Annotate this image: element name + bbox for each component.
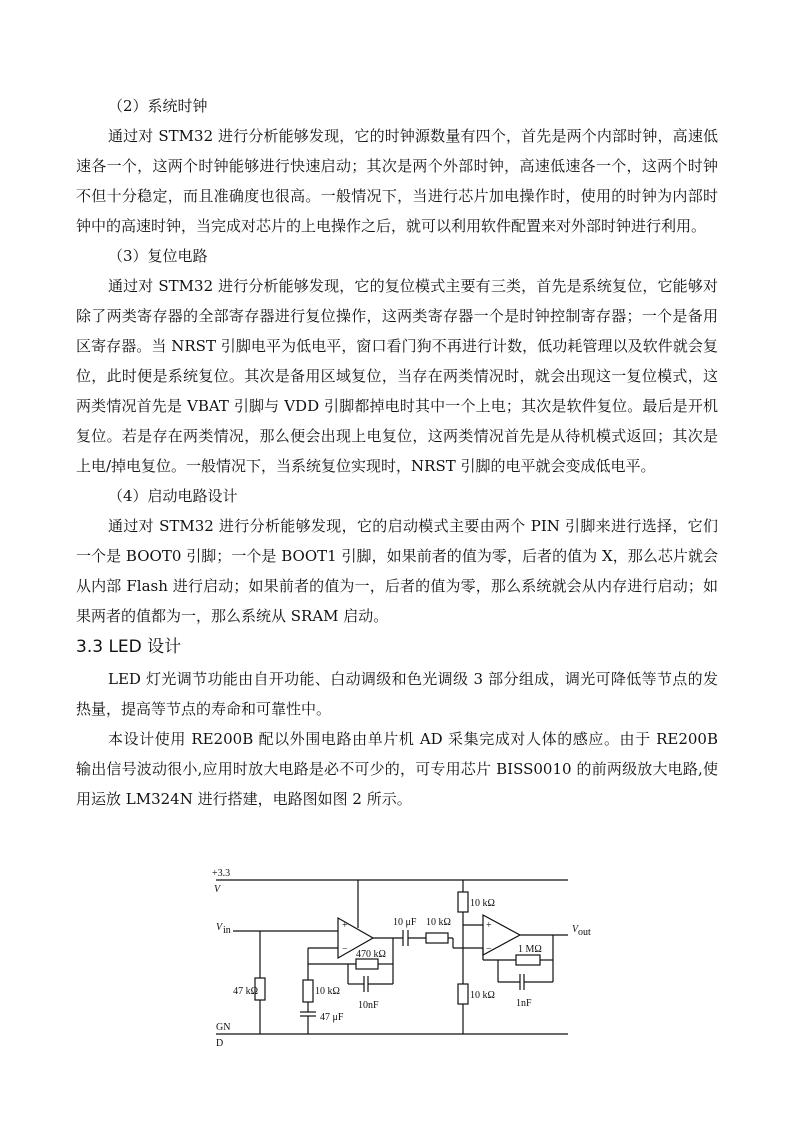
paragraph-boot-circuit: 通过对 STM32 进行分析能够发现，它的启动模式主要由两个 PIN 引脚来进行选择，它们一个是 BOOT0 引脚；一个是 BOOT1 引脚，如果前者的值为零，后者的值为 X，那么芯片就会从内部 Flash 进行启动；如果前者的值为一，后者的值为零，那么系统就会从内存进行启动；如果两者的值都为一，那么系统从 SRAM 启动。: [76, 517, 718, 625]
label-supply: +3.3: [212, 868, 231, 879]
opamp-1-plus-sign: +: [342, 920, 348, 931]
resistor-10k-a: [303, 980, 313, 1002]
label-1nf: 1nF: [516, 998, 532, 1009]
paragraph-led-circuit: 本设计使用 RE200B 配以外围电路由单片机 AD 采集完成对人体的感应。由于 RE200B 输出信号波动很小,应用时放大电路是必不可少的，可专用芯片 BISS0010 的前两级放大电路,使用运放 LM324N 进行搭建，电路图如图 2 所示。: [76, 730, 718, 808]
resistor-10k-b: [426, 933, 448, 943]
label-gnd-1: GN: [216, 1022, 231, 1033]
label-10k-bottom: 10 kΩ: [470, 990, 495, 1001]
subsection-title-boot-circuit: （4）启动电路设计: [108, 487, 238, 505]
label-1m: 1 MΩ: [518, 944, 542, 955]
label-vout-sub: out: [578, 927, 591, 938]
label-10k-b: 10 kΩ: [426, 917, 451, 928]
opamp-2-minus-sign: −: [486, 944, 492, 955]
label-supply-unit: V: [214, 884, 221, 895]
subsection-title-reset-circuit: （3）复位电路: [108, 247, 208, 265]
resistor-10k-top: [458, 892, 468, 912]
label-470k: 470 kΩ: [356, 949, 386, 960]
paragraph-led-function: LED 灯光调节功能由自开功能、白动调级和色光调级 3 部分组成，调光可降低等节点的发热量，提高等节点的寿命和可靠性中。: [76, 670, 718, 718]
amplifier-circuit-figure: [198, 860, 598, 1050]
label-10k-a: 10 kΩ: [315, 986, 340, 997]
circuit-diagram: [198, 860, 598, 1050]
label-vout: V: [572, 924, 579, 935]
label-10uf: 10 μF: [393, 917, 417, 928]
subsection-title-system-clock: （2）系统时钟: [108, 97, 208, 115]
label-10nf: 10nF: [358, 1000, 379, 1011]
label-47uf: 47 μF: [320, 1012, 344, 1023]
paragraph-system-clock: 通过对 STM32 进行分析能够发现，它的时钟源数量有四个，首先是两个内部时钟，高速低速各一个，这两个时钟能够进行快速启动；其次是两个外部时钟，高速低速各一个，这两个时钟不但十分稳定，而且准确度也很高。一般情况下，当进行芯片加电操作时，使用的时钟为内部时钟中的高速时钟，当完成对芯片的上电操作之后，就可以利用软件配置来对外部时钟进行利用。: [76, 127, 718, 235]
label-vin: V: [216, 922, 223, 933]
section-heading-led: 3.3 LED 设计: [76, 637, 182, 657]
resistor-10k-bottom: [458, 984, 468, 1004]
page-content: [76, 91, 718, 814]
resistor-1m: [516, 955, 540, 965]
resistor-470k: [356, 959, 378, 969]
label-vin-sub: in: [223, 925, 231, 936]
label-gnd-2: D: [216, 1038, 224, 1049]
opamp-2-plus-sign: +: [486, 920, 492, 931]
paragraph-reset-circuit: 通过对 STM32 进行分析能够发现，它的复位模式主要有三类，首先是系统复位，它能够对除了两类寄存器的全部寄存器进行复位操作，这两类寄存器一个是时钟控制寄存器；一个是备用区寄存器。当 NRST 引脚电平为低电平，窗口看门狗不再进行计数，低功耗管理以及软件就会复位，此时便是系统复位。其次是备用区域复位，当存在两类情况时，就会出现这一复位模式，这两类情况首先是 VBAT 引脚与 VDD 引脚都掉电时其中一个上电；其次是软件复位。最后是开机复位。若是存在两类情况，那么便会出现上电复位，这两类情况首先是从待机模式返回；其次是上电/掉电复位。一般情况下，当系统复位实现时，NRST 引脚的电平就会变成低电平。: [76, 277, 718, 475]
label-47k: 47 kΩ: [233, 986, 258, 997]
label-10k-top: 10 kΩ: [470, 898, 495, 909]
opamp-1-minus-sign: −: [342, 944, 348, 955]
